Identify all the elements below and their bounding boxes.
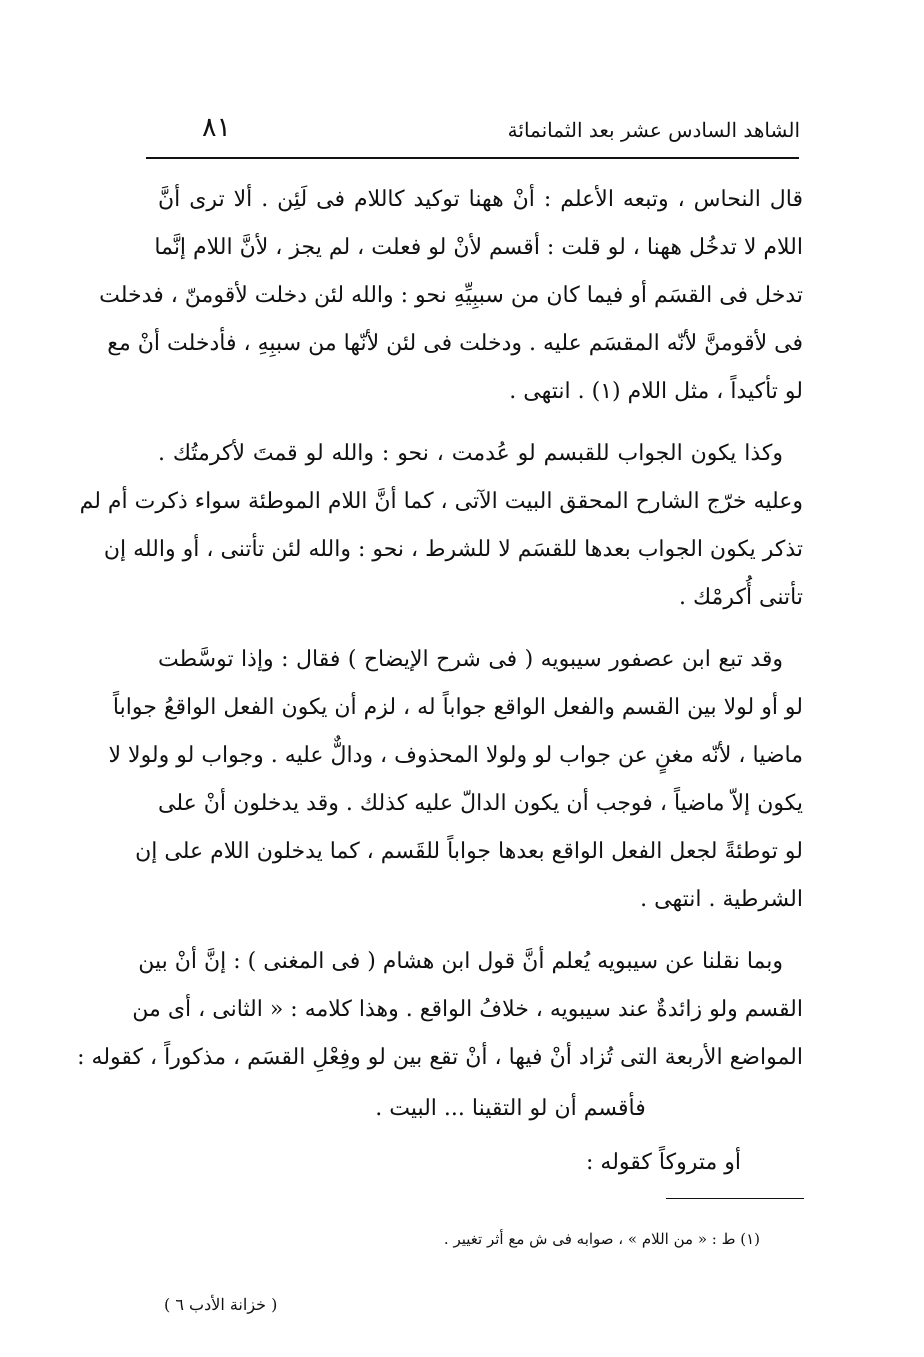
text-line: الشرطية . انتهى . bbox=[640, 887, 803, 912]
verse-intro: أو متروكاً كقوله : bbox=[586, 1150, 741, 1175]
text-line: وبما نقلنا عن سيبويه يُعلم أنَّ قول ابن هشام ( فى المغنى ) : إنَّ أنْ بين bbox=[138, 949, 783, 974]
paragraph-gap bbox=[158, 924, 803, 938]
text-line: فى لأقومنَّ لأنّه المقسَم عليه . ودخلت فى لئن لأنّها من سببِهِ ، فأدخلت أنْ مع bbox=[107, 331, 803, 356]
text-line: يكون إلاّ ماضياً ، فوجب أن يكون الدالّ عليه كذلك . وقد يدخلون أنْ على bbox=[158, 791, 803, 816]
paragraph-gap bbox=[158, 416, 803, 430]
text-line: لو تأكيداً ، مثل اللام (١) . انتهى . bbox=[509, 379, 803, 404]
header-rule bbox=[146, 157, 799, 159]
signature-mark: ( خزانة الأدب ٦ ) bbox=[164, 1295, 278, 1314]
text-line: القسم ولو زائدةٌ عند سيبويه ، خلافُ الواقع . وهذا كلامه : « الثانى ، أى من bbox=[132, 997, 803, 1022]
text-line: تدخل فى القسَم أو فيما كان من سببِيِّهِ نحو : والله لئن دخلت لأقومنّ ، فدخلت bbox=[99, 283, 803, 308]
text-line: وعليه خرّج الشارح المحقق البيت الآتى ، كما أنَّ اللام الموطئة سواء ذكرت أم لم bbox=[79, 489, 803, 514]
text-line: ماضيا ، لأنّه مغنٍ عن جواب لو ولولا المحذوف ، ودالٌّ عليه . وجواب لو ولولا لا bbox=[108, 743, 803, 768]
text-line: تذكر يكون الجواب بعدها للقسَم لا للشرط ، نحو : والله لئن تأتنى ، أو والله إن bbox=[103, 537, 803, 562]
text-line: المواضع الأربعة التى تُزاد أنْ فيها ، أنْ تقع بين لو وفِعْلِ القسَم ، مذكوراً ، كقوله : bbox=[77, 1045, 803, 1070]
text-line: قال النحاس ، وتبعه الأعلم : أنْ ههنا توكيد كاللام فى لَئِن . ألا ترى أنَّ bbox=[158, 187, 803, 212]
verse-line: فأقسم أن لو التقينا ... البيت . bbox=[375, 1096, 646, 1121]
text-line: وقد تبع ابن عصفور سيبويه ( فى شرح الإيضاح ) فقال : وإذا توسَّطت bbox=[158, 647, 783, 672]
footnote-rule bbox=[666, 1198, 804, 1199]
text-line: تأتنى أُكرمْك . bbox=[679, 585, 803, 610]
footnote: (١) ط : « من اللام » ، صوابه فى ش مع أثر تغيير . bbox=[443, 1230, 760, 1248]
text-line: لو توطئةً لجعل الفعل الواقع بعدها جواباً للقَسم ، كما يدخلون اللام على إن bbox=[135, 839, 803, 864]
paragraph-gap bbox=[158, 622, 803, 636]
running-header bbox=[148, 112, 800, 156]
text-line: لو أو لولا بين القسم والفعل الواقع جواباً له ، لزم أن يكون الفعل الواقعُ جواباً bbox=[112, 695, 803, 720]
page-number: ٨١ bbox=[202, 112, 232, 143]
text-line: وكذا يكون الجواب للقبسم لو عُدمت ، نحو : والله لو قمتَ لأكرمتُك . bbox=[158, 441, 783, 466]
main-text bbox=[77, 176, 803, 1190]
text-line: اللام لا تدخُل ههنا ، لو قلت : أقسم لأنْ لو فعلت ، لم يجز ، لأنَّ اللام إنَّما bbox=[154, 235, 803, 260]
chapter-title: الشاهد السادس عشر بعد الثمانمائة bbox=[507, 118, 800, 142]
